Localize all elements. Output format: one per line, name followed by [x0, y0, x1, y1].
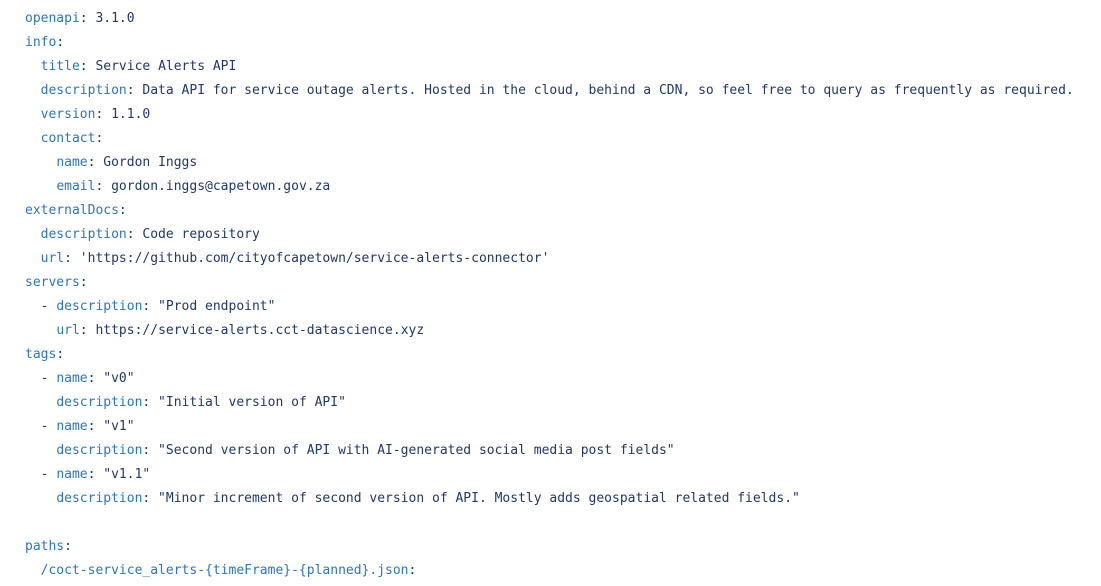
yaml-key: name — [56, 419, 88, 434]
yaml-key: servers — [25, 275, 80, 290]
yaml-key: /coct-service_alerts-{timeFrame}-{planned}.json — [40, 563, 409, 578]
yaml-key: description — [56, 299, 143, 314]
yaml-text — [25, 443, 56, 458]
yaml-key: description — [40, 227, 127, 242]
yaml-text: - — [25, 419, 57, 434]
yaml-key: version — [40, 107, 96, 122]
code-line — [25, 367, 1101, 391]
yaml-text — [25, 107, 41, 122]
code-line — [25, 559, 1101, 583]
yaml-text — [25, 251, 41, 266]
yaml-key: url — [56, 323, 80, 338]
yaml-text: : Service Alerts API — [79, 59, 237, 74]
yaml-text: : "v1" — [87, 419, 135, 434]
yaml-text: : "Minor increment of second version of API. Mostly adds geospatial related fields." — [142, 491, 800, 506]
code-line — [25, 511, 1101, 535]
yaml-text — [25, 395, 56, 410]
yaml-text — [25, 563, 41, 578]
yaml-text: : — [118, 203, 127, 218]
code-line — [25, 127, 1101, 151]
yaml-key: description — [40, 83, 127, 98]
yaml-key: name — [56, 371, 88, 386]
yaml-text: : "Prod endpoint" — [142, 299, 276, 314]
code-line — [25, 343, 1101, 367]
code-line — [25, 439, 1101, 463]
code-line — [25, 535, 1101, 559]
yaml-text — [25, 323, 56, 338]
yaml-text: : "v1.1" — [87, 467, 151, 482]
code-line — [25, 295, 1101, 319]
yaml-text: - — [25, 371, 57, 386]
yaml-text: : "Second version of API with AI-generated social media post fields" — [142, 443, 675, 458]
yaml-text: : — [64, 539, 72, 554]
code-line — [25, 415, 1101, 439]
yaml-key: description — [56, 395, 143, 410]
code-line — [25, 463, 1101, 487]
code-line — [25, 247, 1101, 271]
yaml-text: : Gordon Inggs — [87, 155, 198, 170]
yaml-text: - — [25, 467, 57, 482]
yaml-text: : — [79, 275, 88, 290]
yaml-key: externalDocs — [25, 203, 119, 218]
code-line — [25, 199, 1101, 223]
yaml-text: : "Initial version of API" — [142, 395, 346, 410]
yaml-text: : Data API for service outage alerts. Hosted in the cloud, behind a CDN, so feel free to query as frequently as required. — [126, 83, 1074, 98]
yaml-text: : — [56, 35, 65, 50]
yaml-text: : https://service-alerts.cct-datascience.xyz — [79, 323, 425, 338]
yaml-text: : "v0" — [87, 371, 135, 386]
yaml-key: contact — [40, 131, 96, 146]
yaml-text — [25, 155, 56, 170]
yaml-text: : — [56, 347, 65, 362]
yaml-text: : — [408, 563, 417, 578]
code-line — [25, 487, 1101, 511]
yaml-key: name — [56, 467, 88, 482]
yaml-text — [25, 59, 41, 74]
yaml-key: paths — [25, 539, 65, 554]
code-line — [25, 103, 1101, 127]
code-line — [25, 31, 1101, 55]
code-line — [25, 223, 1101, 247]
yaml-text — [25, 179, 56, 194]
yaml-key: openapi — [25, 11, 80, 26]
yaml-key: title — [40, 59, 80, 74]
code-line — [25, 319, 1101, 343]
yaml-text: : 1.1.0 — [95, 107, 151, 122]
code-line — [25, 7, 1101, 31]
yaml-text: : gordon.inggs@capetown.gov.za — [95, 179, 331, 194]
yaml-text — [25, 491, 56, 506]
code-line — [25, 271, 1101, 295]
yaml-key: info — [25, 35, 57, 50]
code-line — [25, 391, 1101, 415]
code-line — [25, 175, 1101, 199]
yaml-text — [25, 83, 41, 98]
yaml-key: email — [56, 179, 96, 194]
yaml-text — [25, 227, 41, 242]
yaml-key: url — [40, 251, 65, 266]
code-line — [25, 151, 1101, 175]
yaml-key: description — [56, 491, 143, 506]
yaml-text: : 3.1.0 — [79, 11, 135, 26]
yaml-text: : 'https://github.com/cityofcapetown/service-alerts-connector' — [64, 251, 550, 266]
yaml-text — [25, 131, 41, 146]
yaml-text: : — [95, 131, 104, 146]
yaml-key: name — [56, 155, 88, 170]
yaml-text: - — [25, 299, 57, 314]
yaml-text: : Code repository — [126, 227, 260, 242]
yaml-key: tags — [25, 347, 57, 362]
code-line — [25, 79, 1101, 103]
code-line — [25, 55, 1101, 79]
yaml-key: description — [56, 443, 143, 458]
